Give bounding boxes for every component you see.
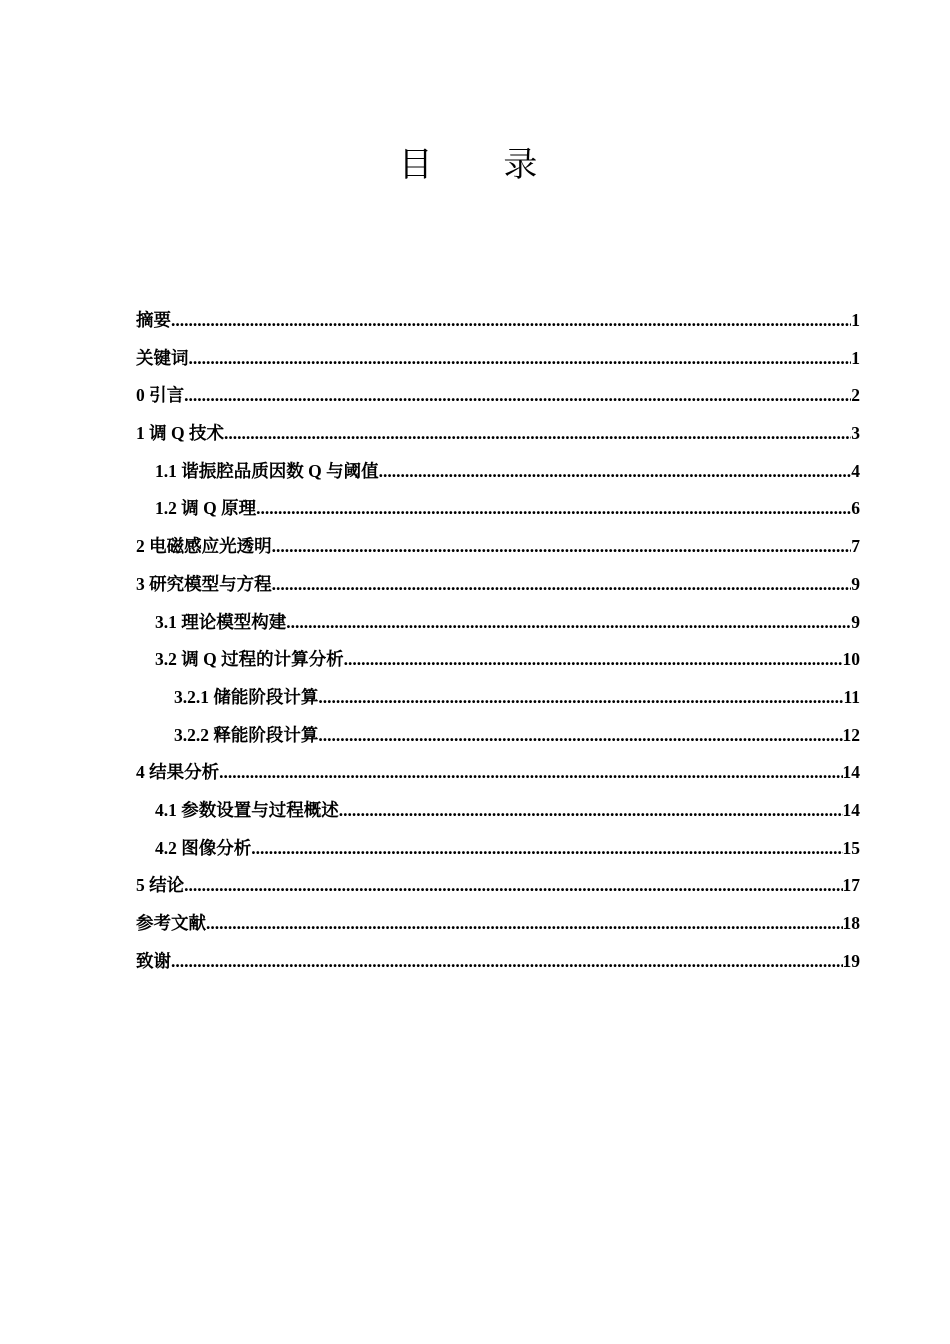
toc-entry-label: 摘要: [136, 310, 171, 330]
toc-entry: [136, 867, 860, 905]
toc-entry: [136, 528, 860, 566]
toc-entry: [136, 754, 860, 792]
toc-entry-label: 0 引言: [136, 385, 185, 406]
toc-entry-page: 17: [842, 875, 860, 896]
toc-entry-page: 18: [842, 913, 860, 933]
toc-leader-dots: [184, 867, 842, 905]
toc-entry-page: 1: [851, 310, 860, 330]
toc-entry: [136, 943, 860, 981]
toc-entry-label: 关键词: [136, 347, 189, 368]
toc-leader-dots: [184, 377, 851, 415]
toc-entry-label: 3.2.2 释能阶段计算: [174, 724, 319, 745]
toc-entry-page: 19: [842, 950, 860, 971]
toc-entry-page: 14: [842, 799, 860, 820]
toc-entry-label: 3 研究模型与方程: [136, 573, 272, 594]
toc-entry: [136, 490, 860, 528]
toc-entry: [136, 302, 860, 340]
toc-entry-label: 3.2 调 Q 过程的计算分析: [155, 649, 344, 670]
toc-entry-label: 4.2 图像分析: [155, 837, 252, 858]
toc-leader-dots: [344, 641, 843, 679]
toc-entry: [136, 340, 860, 378]
toc-entry-label: 2 电磁感应光透明: [136, 536, 272, 557]
toc-entry-label: 1.2 调 Q 原理: [155, 498, 257, 519]
toc-leader-dots: [171, 302, 851, 340]
toc-entry-label: 4 结果分析: [136, 762, 220, 783]
toc-leader-dots: [272, 566, 852, 604]
toc-entry-page: 6: [851, 498, 860, 519]
toc-entry-page: 9: [851, 573, 860, 594]
toc-entry-page: 1: [851, 347, 860, 368]
toc-entry-label: 3.2.1 储能阶段计算: [174, 686, 319, 707]
toc-leader-dots: [251, 830, 842, 868]
toc-entry: [136, 377, 860, 415]
toc-entry: [136, 453, 860, 491]
toc-leader-dots: [206, 905, 843, 943]
toc-leader-dots: [318, 679, 843, 717]
toc-leader-dots: [318, 717, 842, 755]
toc-entry-page: 4: [851, 460, 860, 481]
toc-list: [136, 302, 860, 980]
toc-leader-dots: [379, 453, 852, 491]
toc-entry-label: 5 结论: [136, 875, 185, 896]
toc-leader-dots: [339, 792, 843, 830]
toc-entry: [136, 679, 860, 717]
toc-entry-label: 3.1 理论模型构建: [155, 611, 287, 632]
toc-entry: [136, 641, 860, 679]
toc-entry-page: 15: [842, 837, 860, 858]
toc-entry: [136, 905, 860, 943]
toc-leader-dots: [286, 604, 851, 642]
toc-entry: [136, 566, 860, 604]
toc-leader-dots: [256, 490, 851, 528]
toc-entry-label: 1.1 谐振腔品质因数 Q 与阈值: [155, 460, 379, 481]
toc-leader-dots: [189, 340, 852, 378]
toc-leader-dots: [219, 754, 842, 792]
toc-entry: [136, 717, 860, 755]
toc-leader-dots: [224, 415, 851, 453]
toc-entry-label: 致谢: [136, 950, 171, 971]
toc-entry-label: 参考文献: [136, 913, 206, 933]
toc-title: 目 录: [398, 145, 568, 185]
toc-entry-page: 3: [851, 423, 860, 444]
toc-entry-page: 7: [851, 536, 860, 557]
toc-entry-label: 1 调 Q 技术: [136, 423, 224, 444]
toc-entry-page: 12: [842, 724, 860, 745]
toc-entry-page: 10: [842, 649, 860, 670]
toc-entry: [136, 830, 860, 868]
toc-leader-dots: [272, 528, 852, 566]
toc-entry: [136, 792, 860, 830]
toc-entry-label: 4.1 参数设置与过程概述: [155, 799, 339, 820]
toc-entry-page: 2: [851, 385, 860, 406]
toc-entry-page: 14: [842, 762, 860, 783]
toc-entry: [136, 604, 860, 642]
toc-leader-dots: [171, 943, 843, 981]
toc-entry-page: 11: [843, 686, 860, 707]
toc-entry-page: 9: [851, 611, 860, 632]
toc-entry: [136, 415, 860, 453]
